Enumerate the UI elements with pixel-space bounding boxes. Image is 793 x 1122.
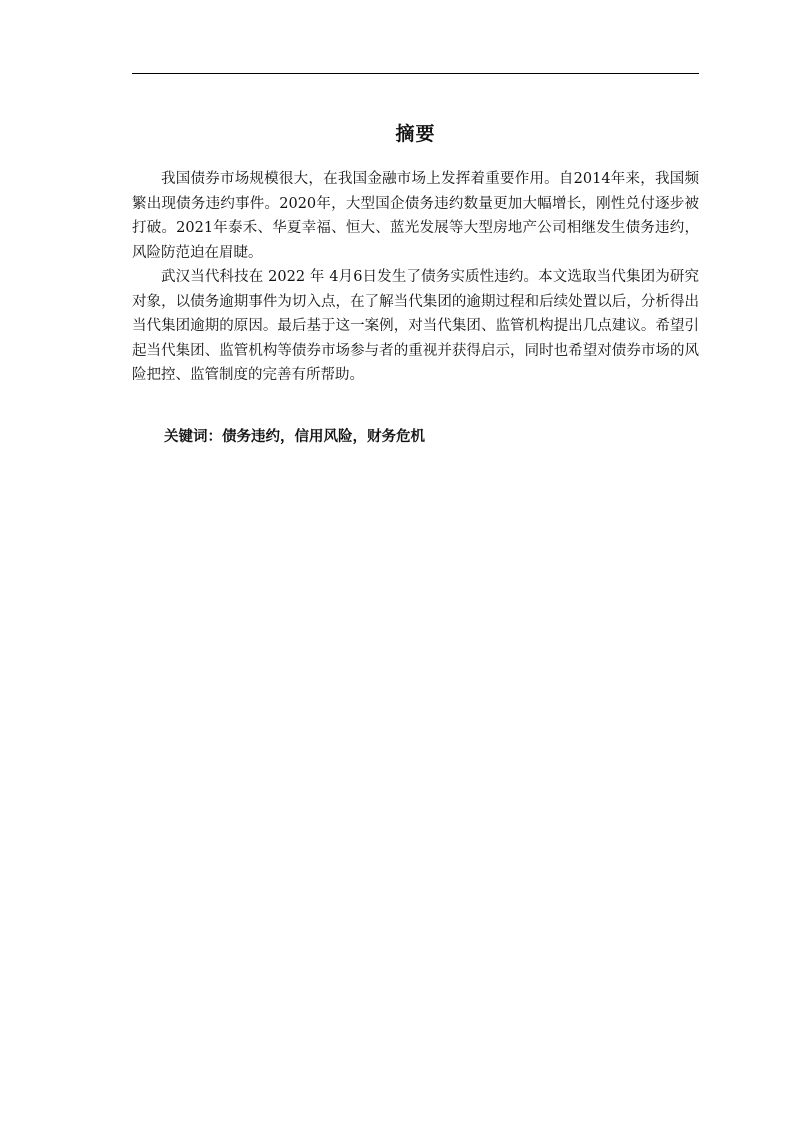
abstract-paragraph-2: 武汉当代科技在 2022 年 4月6日发生了债务实质性违约。本文选取当代集团为研究对象，以债务逾期事件为切入点，在了解当代集团的逾期过程和后续处置以后，分析得出当代集团逾期的原因。最后基于这一案例，对当代集团、监管机构提出几点建议。希望引起当代集团、监管机构等债券市场参与者的重视并获得启示，同时也希望对债券市场的风险把控、监管制度的完善有所帮助。 — [132, 269, 699, 383]
keywords-line: 关键词：债务违约，信用风险，财务危机 — [164, 428, 425, 445]
page-title: 摘要 — [395, 123, 436, 145]
abstract-body — [132, 167, 699, 388]
header-rule — [132, 73, 699, 74]
abstract-paragraph-1: 我国债券市场规模很大，在我国金融市场上发挥着重要作用。自2014年来，我国频繁出现债务违约事件。2020年，大型国企债务违约数量更加大幅增长，刚性兑付逐步被打破。2021年泰禾、华夏幸福、恒大、蓝光发展等大型房地产公司相继发生债务违约，风险防范迫在眉睫。 — [132, 171, 699, 261]
